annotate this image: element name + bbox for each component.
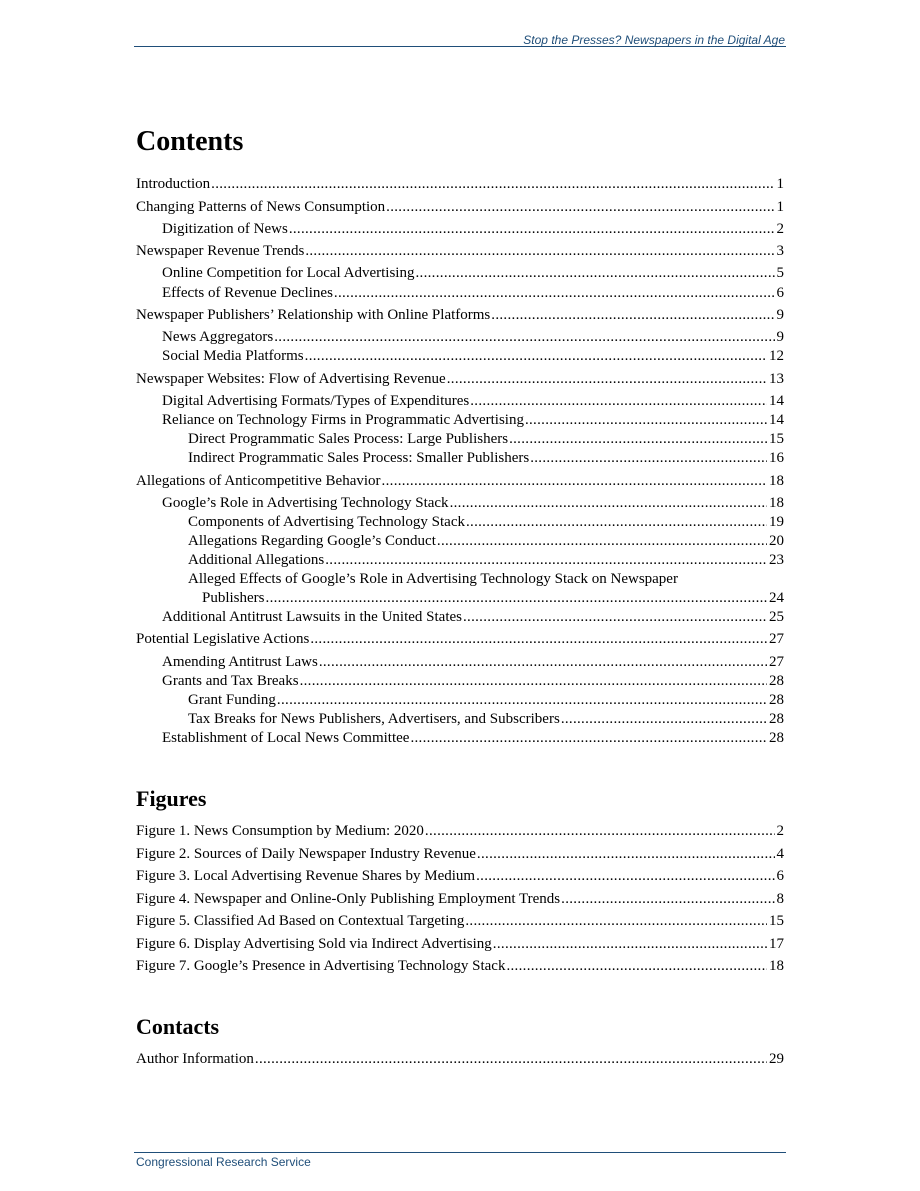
toc-page: 9	[776, 329, 784, 345]
toc-entry[interactable]	[188, 532, 784, 550]
toc-title: Tax Breaks for News Publishers, Advertisers, and Subscribers	[188, 711, 560, 727]
toc-leader	[255, 1050, 767, 1068]
toc-page: 14	[769, 393, 784, 409]
toc-title: Grant Funding	[188, 692, 276, 708]
toc-title: Amending Antitrust Laws	[162, 654, 318, 670]
toc-page: 15	[769, 431, 784, 447]
toc-leader	[274, 328, 774, 346]
figure-entry[interactable]	[136, 845, 784, 863]
toc-entry[interactable]	[162, 328, 784, 346]
toc-page: 14	[769, 412, 784, 428]
toc-page: 16	[769, 450, 784, 466]
toc-page: 25	[769, 609, 784, 625]
toc-leader	[325, 551, 767, 569]
figure-title: Figure 5. Classified Ad Based on Contextual Targeting	[136, 913, 465, 929]
toc-title: Effects of Revenue Declines	[162, 285, 333, 301]
toc-entry[interactable]	[162, 672, 784, 690]
figure-title: Figure 2. Sources of Daily Newspaper Industry Revenue	[136, 846, 476, 862]
figure-entry[interactable]	[136, 957, 784, 975]
toc-page: 24	[769, 590, 784, 606]
toc-title: Digitization of News	[162, 221, 288, 237]
contacts-heading: Contacts	[136, 1014, 220, 1039]
toc-leader	[382, 472, 767, 490]
toc-entry[interactable]	[162, 392, 784, 410]
toc-entry[interactable]	[136, 198, 784, 216]
contact-page: 29	[769, 1051, 784, 1067]
toc-title: Digital Advertising Formats/Types of Expenditures	[162, 393, 470, 409]
toc-entry-first-line[interactable]: Alleged Effects of Google’s Role in Advertising Technology Stack on Newspaper	[188, 571, 678, 587]
toc-leader	[437, 532, 767, 550]
toc-entry[interactable]	[188, 710, 784, 728]
toc-entry[interactable]	[162, 411, 784, 429]
toc-page: 1	[776, 176, 784, 192]
figure-entry[interactable]	[136, 890, 784, 908]
toc-page: 13	[769, 371, 784, 387]
toc-entry[interactable]	[162, 347, 784, 365]
figure-title: Figure 6. Display Advertising Sold via Indirect Advertising	[136, 936, 492, 952]
footer-rule	[134, 1152, 786, 1153]
figure-page: 18	[769, 958, 784, 974]
toc-leader	[477, 845, 775, 863]
toc-leader	[386, 198, 774, 216]
toc-title: Changing Patterns of News Consumption	[136, 199, 386, 215]
toc-page: 28	[769, 673, 784, 689]
toc-leader	[506, 957, 767, 975]
toc-leader	[277, 691, 767, 709]
contact-entry[interactable]	[136, 1050, 784, 1068]
toc-leader	[425, 822, 775, 840]
toc-page: 20	[769, 533, 784, 549]
figure-entry[interactable]	[136, 867, 784, 885]
toc-entry[interactable]	[188, 551, 784, 569]
toc-title: Additional Antitrust Lawsuits in the United States	[162, 609, 462, 625]
toc-leader	[415, 264, 774, 282]
toc-entry[interactable]	[188, 691, 784, 709]
toc-page: 19	[769, 514, 784, 530]
toc-title: Introduction	[136, 176, 211, 192]
toc-entry[interactable]	[202, 589, 784, 607]
toc-page: 2	[776, 221, 784, 237]
toc-leader	[319, 653, 767, 671]
toc-page: 1	[776, 199, 784, 215]
toc-page: 18	[769, 495, 784, 511]
toc-title: Allegations Regarding Google’s Conduct	[188, 533, 436, 549]
toc-entry[interactable]	[188, 449, 784, 467]
footer-org: Congressional Research Service	[136, 1155, 311, 1169]
toc-leader	[509, 430, 767, 448]
toc-leader	[466, 513, 767, 531]
toc-title: Newspaper Websites: Flow of Advertising Revenue	[136, 371, 446, 387]
figure-entry[interactable]	[136, 912, 784, 930]
contact-title: Author Information	[136, 1051, 254, 1067]
toc-entry[interactable]	[162, 494, 784, 512]
toc-page: 6	[776, 285, 784, 301]
toc-entry[interactable]	[136, 472, 784, 490]
figure-title: Figure 4. Newspaper and Online-Only Publishing Employment Trends	[136, 891, 561, 907]
toc-page: 28	[769, 692, 784, 708]
figure-entry[interactable]	[136, 822, 784, 840]
figure-title: Figure 7. Google’s Presence in Advertising Technology Stack	[136, 958, 506, 974]
toc-leader	[211, 175, 774, 193]
figure-entry[interactable]	[136, 935, 784, 953]
header-rule	[134, 46, 786, 47]
toc-page: 23	[769, 552, 784, 568]
toc-title: Newspaper Revenue Trends	[136, 243, 305, 259]
toc-page: 9	[776, 307, 784, 323]
toc-page: 12	[769, 348, 784, 364]
toc-leader	[300, 672, 767, 690]
toc-title: Allegations of Anticompetitive Behavior	[136, 473, 381, 489]
figure-page: 2	[776, 823, 784, 839]
toc-title: Google’s Role in Advertising Technology Stack	[162, 495, 449, 511]
toc-leader	[561, 710, 767, 728]
toc-page: 18	[769, 473, 784, 489]
figures-heading: Figures	[136, 786, 207, 811]
toc-entry[interactable]	[162, 653, 784, 671]
toc-leader	[561, 890, 774, 908]
toc-entry[interactable]	[162, 729, 784, 747]
toc-leader	[465, 912, 767, 930]
toc-leader	[305, 347, 767, 365]
toc-title: Components of Advertising Technology Stack	[188, 514, 465, 530]
toc-leader	[493, 935, 767, 953]
toc-entry[interactable]	[136, 370, 784, 388]
figure-page: 6	[776, 868, 784, 884]
toc-leader	[476, 867, 774, 885]
toc-title: Reliance on Technology Firms in Programmatic Advertising	[162, 412, 524, 428]
toc-page: 27	[769, 631, 784, 647]
toc-leader	[310, 630, 767, 648]
toc-title: Potential Legislative Actions	[136, 631, 310, 647]
toc-entry[interactable]	[162, 264, 784, 282]
toc-leader	[450, 494, 767, 512]
toc-entry[interactable]	[188, 513, 784, 531]
toc-title: Grants and Tax Breaks	[162, 673, 299, 689]
toc-leader	[289, 220, 775, 238]
toc-title: Social Media Platforms	[162, 348, 304, 364]
toc-leader	[305, 242, 774, 260]
toc-leader	[470, 392, 767, 410]
toc-entry[interactable]	[136, 630, 784, 648]
running-header: Stop the Presses? Newspapers in the Digital Age	[523, 33, 785, 47]
toc-page: 3	[776, 243, 784, 259]
toc-entry[interactable]	[136, 242, 784, 260]
toc-title: News Aggregators	[162, 329, 274, 345]
toc-entry[interactable]	[136, 306, 784, 324]
toc-entry[interactable]	[188, 430, 784, 448]
toc-entry[interactable]	[136, 175, 784, 193]
toc-title: Publishers	[202, 590, 265, 606]
toc-leader	[463, 608, 767, 626]
toc-leader	[530, 449, 767, 467]
toc-title: Establishment of Local News Committee	[162, 730, 410, 746]
toc-title: Additional Allegations	[188, 552, 325, 568]
figure-page: 8	[776, 891, 784, 907]
toc-leader	[334, 284, 775, 302]
toc-leader	[410, 729, 767, 747]
toc-title: Newspaper Publishers’ Relationship with Online Platforms	[136, 307, 491, 323]
toc-page: 5	[776, 265, 784, 281]
toc-entry[interactable]	[162, 608, 784, 626]
figure-page: 15	[769, 913, 784, 929]
figure-title: Figure 1. News Consumption by Medium: 2020	[136, 823, 424, 839]
figure-page: 17	[769, 936, 784, 952]
toc-title: Online Competition for Local Advertising	[162, 265, 415, 281]
toc-page: 28	[769, 711, 784, 727]
figure-title: Figure 3. Local Advertising Revenue Shares by Medium	[136, 868, 476, 884]
toc-page: 28	[769, 730, 784, 746]
toc-page: 27	[769, 654, 784, 670]
toc-title: Direct Programmatic Sales Process: Large Publishers	[188, 431, 509, 447]
contents-heading: Contents	[136, 126, 244, 157]
toc-title: Indirect Programmatic Sales Process: Smaller Publishers	[188, 450, 530, 466]
toc-leader	[491, 306, 774, 324]
toc-leader	[266, 589, 767, 607]
toc-entry[interactable]	[162, 284, 784, 302]
figure-page: 4	[776, 846, 784, 862]
toc-entry[interactable]	[162, 220, 784, 238]
toc-leader	[525, 411, 767, 429]
toc-leader	[447, 370, 767, 388]
